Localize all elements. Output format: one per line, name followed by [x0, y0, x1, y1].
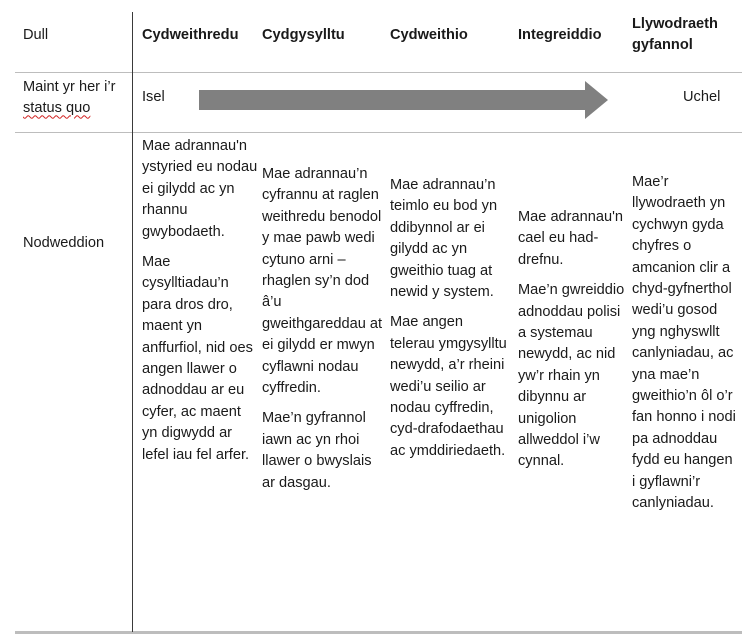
header-divider — [15, 72, 742, 73]
features-cell-llywodraeth-gyfannol — [632, 172, 738, 515]
features-paragraph: Mae adrannau’n cyfrannu at raglen weithredu benodol y mae pawb wedi cytuno arni – rhaglen sy’n dod â’u gweithgareddau at ei gilydd er mwyn cyflawni nodau cyffredin. — [262, 166, 383, 397]
features-paragraph: Mae’n gwreiddio adnoddau polisi a systemau newydd, ac nid yw’r rhain yn dibynnu ar unigolion allweddol i’w cynnal. — [518, 282, 625, 470]
features-paragraph: Mae adrannau'n ystyried eu nodau ei gilydd ac yn rhannu gwybodaeth. — [142, 138, 258, 240]
status-row-label-suffix: status quo — [23, 100, 91, 117]
features-cell-cydweithio — [390, 175, 510, 462]
features-cell-cydgysylltu — [262, 164, 384, 494]
features-paragraph: Mae adrannau’n teimlo eu bod yn ddibynnol ar ei gilydd ac yn gweithio tuag at newid y system. — [390, 177, 498, 301]
features-paragraph: Mae angen telerau ymgysylltu newydd, a’r rheini wedi’u seilio ar nodau cyffredin, cyd-drafodaethau ac ymddiriedaeth. — [390, 314, 507, 459]
column-header-cydweithio: Cydweithio — [390, 27, 468, 43]
features-paragraph: Mae adrannau'n cael eu had-drefnu. — [518, 209, 624, 268]
features-cell-integreiddio — [518, 207, 626, 473]
status-arrow-shape — [199, 81, 608, 119]
features-cell-cydweithredu — [142, 136, 258, 466]
status-high-label: Uchel — [683, 89, 721, 105]
table-bottom-border — [15, 631, 742, 634]
column-header-integreiddio: Integreiddio — [518, 27, 602, 43]
status-arrow — [199, 81, 609, 119]
features-paragraph: Mae cysylltiadau’n para dros dro, maent yn anffurfiol, nid oes angen llawer o adnoddau ar eu cyfer, ac maent yn digwydd ar lefel iau fel arfer. — [142, 254, 253, 463]
column-header-cydgysylltu: Cydgysylltu — [262, 27, 345, 43]
features-paragraph: Mae’n gyfrannol iawn ac yn rhoi llawer o bwyslais ar dasgau. — [262, 410, 372, 491]
status-row-label-prefix: Maint yr her i’r — [23, 79, 116, 95]
features-row-label: Nodweddion — [23, 235, 105, 251]
status-row-divider — [15, 132, 742, 133]
column-header-cydweithredu: Cydweithredu — [142, 27, 239, 43]
status-row-label — [23, 77, 133, 120]
features-paragraph: Mae’r llywodraeth yn cychwyn gyda chyfres o amcanion clir a chyd-gyfnerthol wedi’u gosod yng nghyswllt canlyniadau, ac yna mae’n gweithio’n ôl o’r fan honno i nodi pa adnoddau fydd eu hangen i gyflawni’r canlyniadau. — [632, 174, 736, 512]
header-row-label: Dull — [23, 27, 49, 43]
status-low-label: Isel — [142, 89, 165, 105]
column-header-llywodraeth-gyfannol: Llywodraeth gyfannol — [632, 16, 718, 54]
